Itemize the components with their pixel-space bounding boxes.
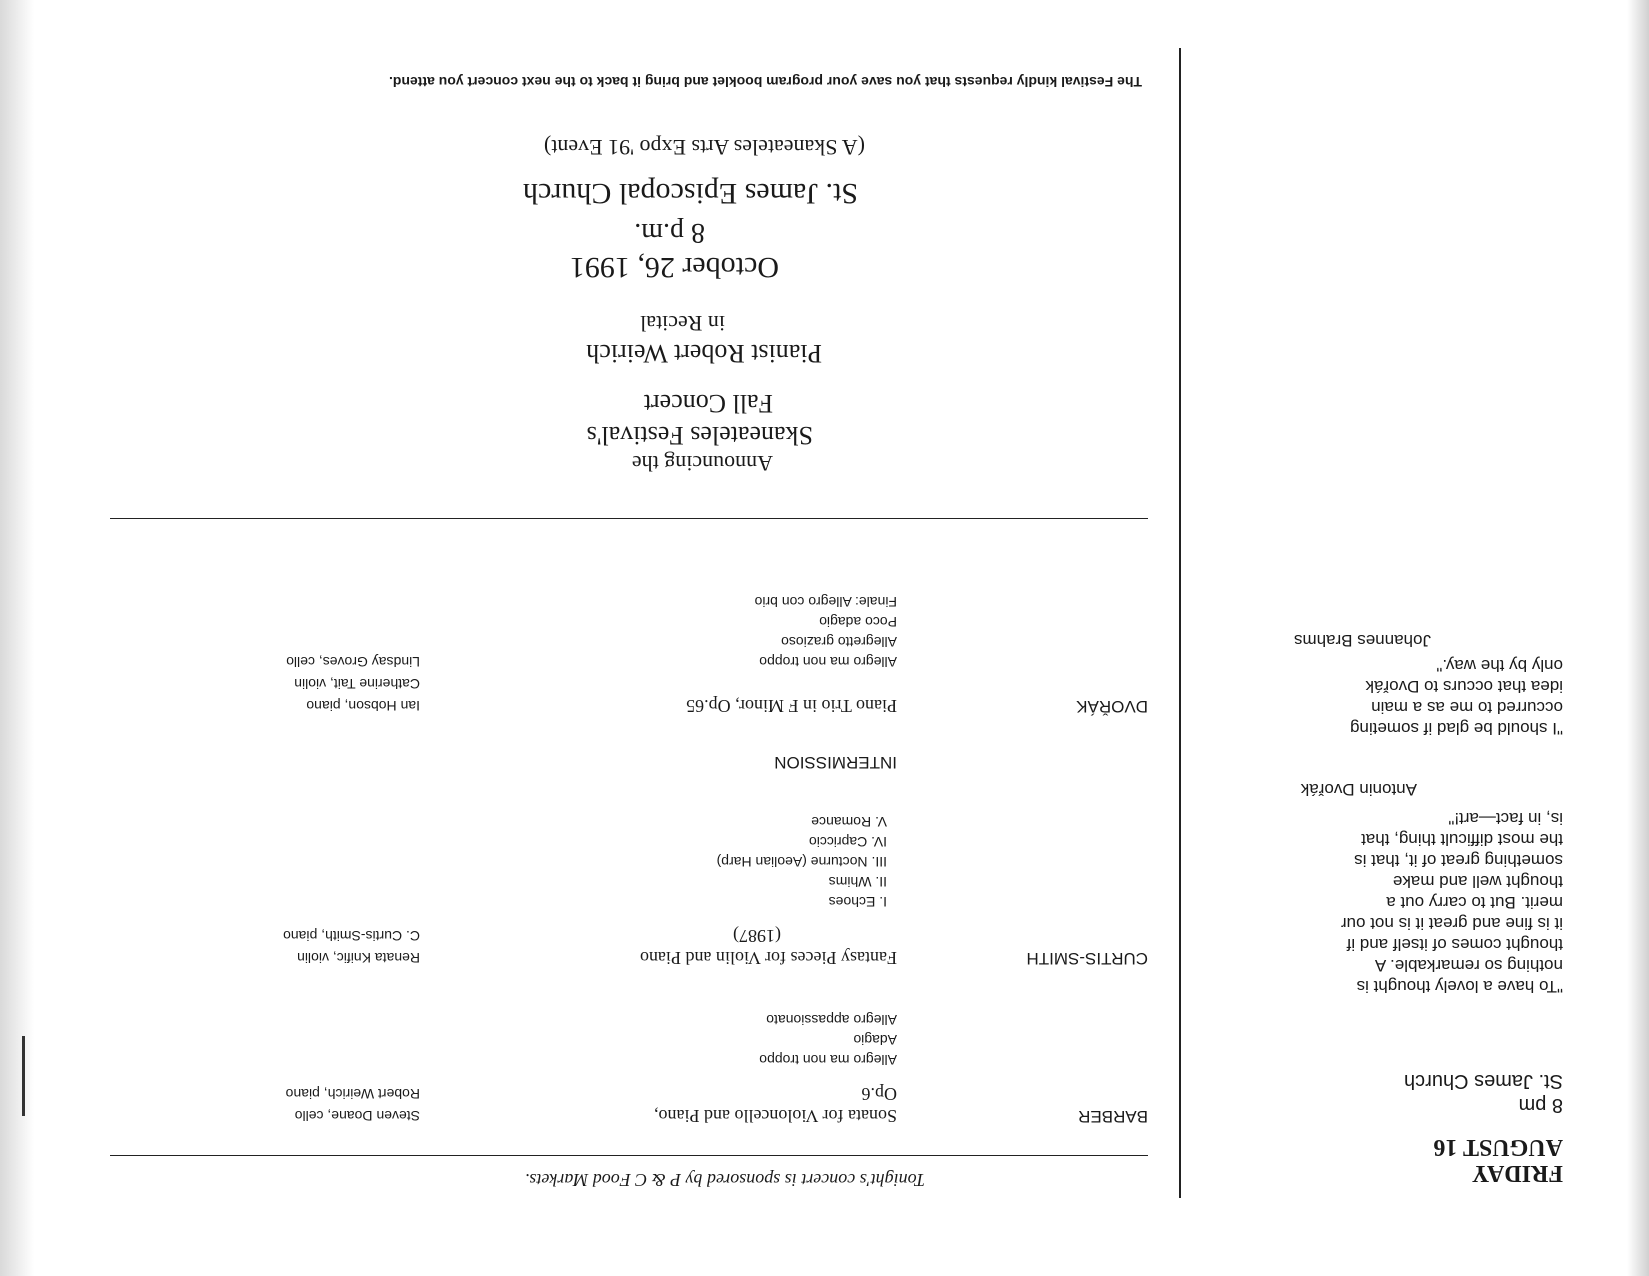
movement-dvorak: Finale: Allegro con brio bbox=[754, 594, 897, 610]
announce-time: 8 p.m. bbox=[634, 217, 705, 248]
announce-line-5: in Recital bbox=[640, 311, 725, 336]
movement-curtis-smith: II. Whims bbox=[828, 874, 887, 890]
sponsor-line: Tonight's concert is sponsored by P & C Food Markets. bbox=[524, 1170, 925, 1190]
opus-barber: Op.6 bbox=[861, 1084, 897, 1104]
quote-brahms-line: "I should be glad if someting bbox=[1350, 719, 1563, 738]
performer-dvorak: Catherine Tait, violin bbox=[294, 676, 420, 692]
performer-barber: Robert Weirich, piano bbox=[285, 1086, 420, 1102]
quote-dvorak-line: something great of it, that is bbox=[1354, 851, 1563, 870]
movement-dvorak: Allegro ma non troppo bbox=[759, 654, 897, 670]
composer-curtis-smith: CURTIS-SMITH bbox=[1026, 949, 1148, 968]
composer-barber: BARBER bbox=[1078, 1107, 1148, 1126]
side-day: FRIDAY bbox=[1471, 1160, 1563, 1186]
quote-brahms-author: Johannes Brahms bbox=[1293, 631, 1431, 650]
performer-barber: Steven Doane, cello bbox=[294, 1108, 420, 1124]
year-curtis-smith: (1987) bbox=[733, 926, 781, 946]
quote-brahms-line: idea that occurs to Dvořák bbox=[1365, 677, 1563, 696]
movement-dvorak: Poco adagio bbox=[819, 614, 897, 630]
movement-dvorak: Allegretto grazioso bbox=[781, 634, 897, 650]
quote-dvorak-line: it is fine and great it is not our bbox=[1340, 914, 1563, 933]
performer-curtis-smith: Renata Knific, violin bbox=[297, 950, 420, 966]
quote-dvorak-line: merit. But to carry out a bbox=[1386, 893, 1563, 912]
movement-barber: Allegro ma non troppo bbox=[759, 1052, 897, 1068]
side-venue: St. James Church bbox=[1404, 1070, 1563, 1092]
announce-line-2: Skaneateles Festival's bbox=[586, 421, 813, 450]
column-divider bbox=[1179, 48, 1181, 1198]
composer-dvorak: DVOŘÁK bbox=[1076, 697, 1148, 716]
quote-brahms-line: only by the way." bbox=[1436, 656, 1563, 675]
middle-rule bbox=[110, 518, 1148, 519]
work-dvorak: Piano Trio in F Minor, Op.65 bbox=[686, 696, 897, 716]
performer-dvorak: Lindsay Groves, cello bbox=[286, 654, 420, 670]
quote-dvorak-author: Antonin Dvořák bbox=[1300, 780, 1417, 799]
quote-dvorak-line: the most difficult thing, that bbox=[1361, 830, 1563, 849]
performer-dvorak: Ian Hobson, piano bbox=[306, 698, 420, 714]
announce-venue: St. James Episcopal Church bbox=[523, 177, 858, 210]
movement-curtis-smith: I. Echoes bbox=[828, 894, 887, 910]
quote-dvorak-line: is, in fact—art!" bbox=[1448, 809, 1563, 828]
quote-dvorak-line: thought well and make bbox=[1392, 872, 1563, 891]
work-curtis-smith: Fantasy Pieces for Violin and Piano bbox=[639, 948, 897, 968]
intermission: INTERMISSION bbox=[774, 753, 897, 772]
quote-dvorak-line: nothing so remarkable. A bbox=[1374, 956, 1563, 975]
top-rule bbox=[110, 1155, 1148, 1156]
quote-dvorak-line: "To have a lovely thought is bbox=[1356, 977, 1563, 996]
announce-line-3: Fall Concert bbox=[643, 389, 773, 418]
announce-note: (A Skaneateles Arts Expo '91 Event) bbox=[543, 135, 865, 160]
performer-curtis-smith: C. Curtis-Smith, piano bbox=[283, 928, 420, 944]
announce-date: October 26, 1991 bbox=[569, 251, 779, 284]
side-time: 8 pm bbox=[1518, 1094, 1563, 1116]
announce-line-4: Pianist Robert Weirich bbox=[586, 339, 822, 368]
work-barber: Sonata for Violoncello and Piano, bbox=[653, 1106, 897, 1126]
side-date: AUGUST 16 bbox=[1433, 1134, 1563, 1160]
movement-curtis-smith: V. Romance bbox=[811, 814, 887, 830]
movement-barber: Adagio bbox=[853, 1032, 897, 1048]
announce-line-1: Announcing the bbox=[631, 451, 773, 476]
movement-curtis-smith: III. Nocturne (Aeolian Harp) bbox=[716, 854, 887, 870]
movement-curtis-smith: IV. Capriccio bbox=[808, 834, 887, 850]
footer-request: The Festival kindly requests that you save your program booklet and bring it back to the next concert you attend. bbox=[388, 74, 1142, 90]
movement-barber: Allegro appassionato bbox=[766, 1012, 897, 1028]
quote-brahms-line: occurred to me as a main bbox=[1371, 698, 1563, 717]
quote-dvorak-line: thought comes of itself and if bbox=[1346, 935, 1563, 954]
